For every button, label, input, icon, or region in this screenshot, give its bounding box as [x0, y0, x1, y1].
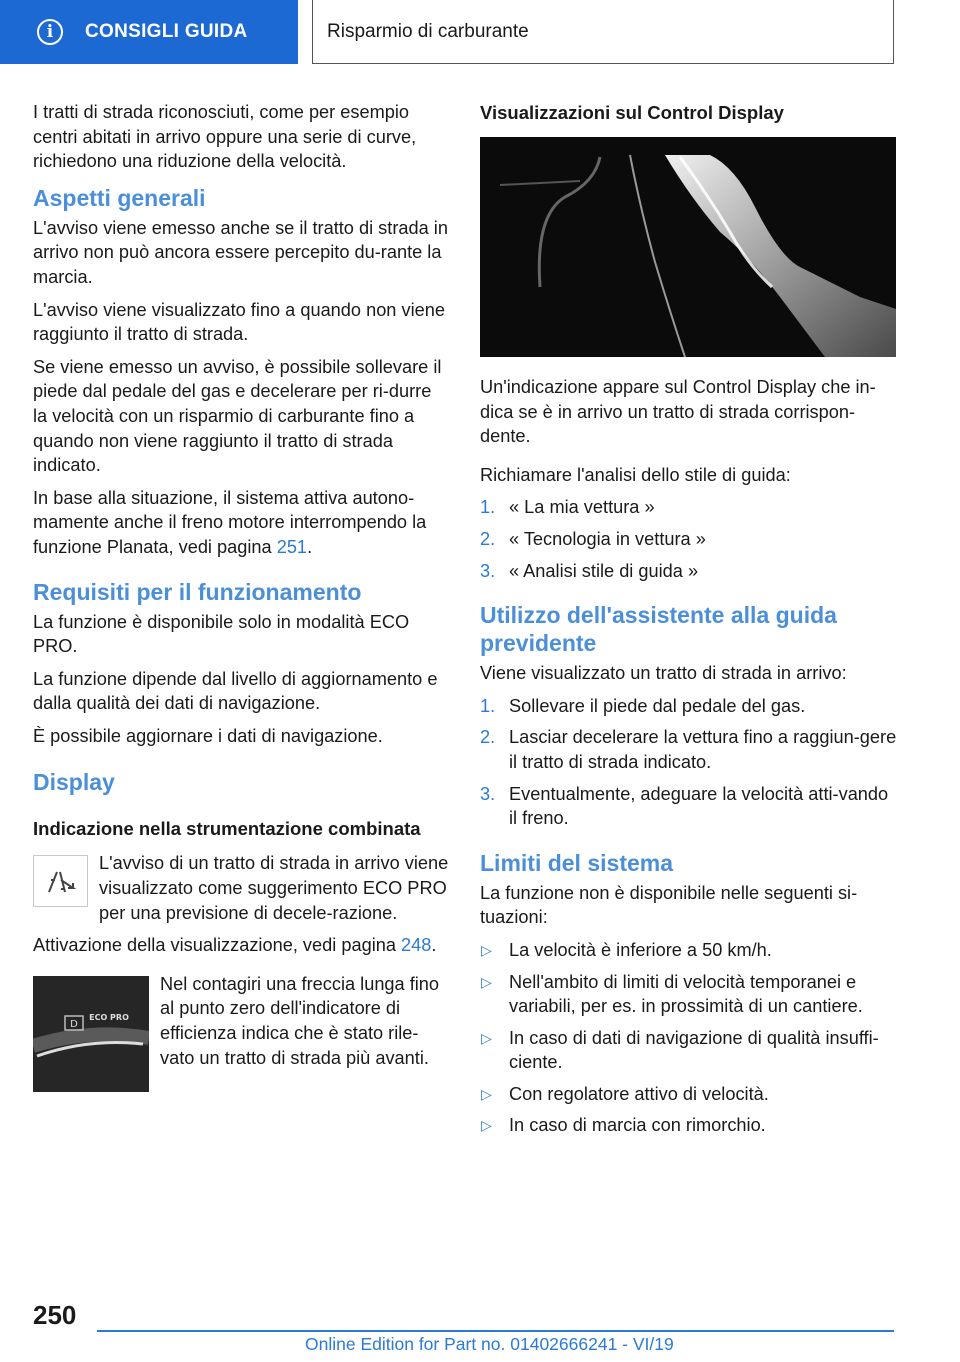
step-number: 1. — [480, 695, 496, 716]
paragraph: L'avviso viene visualizzato fino a quando non viene raggiunto il tratto di strada. — [33, 299, 445, 345]
list-item — [480, 495, 898, 520]
menu-path-item: « La mia vettura » — [509, 497, 655, 518]
paragraph: La funzione è disponibile solo in modalità ECO PRO. — [33, 611, 410, 657]
list-item — [480, 782, 898, 831]
edition-footer: Online Edition for Part no. 01402666241 - VI/19 — [305, 1334, 674, 1354]
limit-text: Con regolatore attivo di velocità. — [509, 1083, 769, 1104]
step-number: 3. — [480, 783, 496, 804]
heading-display: Display — [33, 769, 115, 796]
heading-utilizzo: Utilizzo dell'assistente alla guida previdente — [480, 602, 837, 657]
step-number: 2. — [480, 528, 496, 549]
left-column — [33, 100, 449, 1096]
paragraph: Se viene emesso un avviso, è possibile sollevare il piede dal pedale del gas e decelerare per ri‐durre la velocità con un risparmio di carburante fino a quando non viene raggiunto il tratto di strada indicato. — [33, 356, 442, 476]
paragraph: Un'indicazione appare sul Control Display che in‐dica se è in arrivo un tratto di strada corrispon‐dente. — [480, 377, 876, 447]
bullet-triangle-icon: ▷ — [481, 941, 492, 958]
chapter-title: CONSIGLI GUIDA — [85, 21, 248, 42]
eco-pro-hint-block — [33, 851, 449, 925]
limit-text: Nell'ambito di limiti di velocità temporanei e variabili, per es. in prossimità di un cantiere. — [509, 971, 863, 1017]
step-text: Lasciar decelerare la vettura fino a raggiun‐gere il tratto di strada indicato. — [509, 727, 897, 772]
step-text: Eventualmente, adeguare la velocità atti‐vando il freno. — [509, 783, 889, 829]
control-display-road-image — [480, 137, 896, 357]
heading-requisiti: Requisiti per il funzionamento — [33, 578, 362, 605]
bullet-triangle-icon: ▷ — [481, 1117, 492, 1134]
limit-text: In caso di dati di navigazione di qualità insuffi‐ciente. — [509, 1027, 879, 1073]
paragraph — [33, 933, 449, 958]
tachometer-hint-block — [33, 972, 449, 1096]
paragraph: La funzione dipende dal livello di aggiornamento e dalla qualità dei dati di navigazione. — [33, 668, 438, 714]
gear-indicator: D — [70, 1018, 78, 1030]
paragraph: La funzione non è disponibile nelle seguenti si‐tuazioni: — [480, 882, 858, 928]
period: . — [431, 935, 437, 956]
step-text: Sollevare il piede dal pedale del gas. — [509, 695, 806, 716]
control-display-steps — [480, 495, 898, 583]
subheading-strumentazione: Indicazione nella strumentazione combinata — [33, 818, 421, 840]
bullet-triangle-icon: ▷ — [481, 1085, 492, 1102]
page-number: 250 — [33, 1300, 77, 1330]
list-item — [480, 938, 898, 963]
list-item — [480, 970, 898, 1019]
paragraph-text: Attivazione della visualizzazione, vedi pagina — [33, 935, 402, 956]
paragraph — [33, 486, 449, 560]
heading-control-display: Visualizzazioni sul Control Display — [480, 102, 784, 123]
section-title: Risparmio di carburante — [312, 0, 894, 64]
instrument-cluster-image — [33, 976, 149, 1092]
info-icon: i — [37, 19, 63, 45]
usage-steps — [480, 694, 898, 831]
paragraph: Richiamare l'analisi dello stile di guida: — [480, 464, 791, 485]
heading-limiti: Limiti del sistema — [480, 849, 674, 876]
limits-list — [480, 938, 898, 1138]
step-number: 1. — [480, 497, 496, 518]
list-item — [480, 1026, 898, 1075]
list-item — [480, 559, 898, 584]
list-item — [480, 694, 898, 719]
eco-pro-label: ECO PRO — [89, 1012, 129, 1022]
chapter-tab[interactable] — [0, 0, 298, 64]
step-number: 2. — [480, 727, 496, 748]
heading-aspetti-generali: Aspetti generali — [33, 184, 206, 211]
list-item — [480, 1113, 898, 1138]
paragraph: Nel contagiri una freccia lunga fino al punto zero dell'indicatore di efficienza indica che è stato rile‐vato un tratto di strada più avanti. — [160, 973, 440, 1068]
paragraph: Viene visualizzato un tratto di strada in arrivo: — [480, 663, 847, 684]
paragraph: È possibile aggiornare i dati di navigazione. — [33, 725, 383, 746]
paragraph-text: In base alla situazione, il sistema attiva autono‐mamente anche il freno motore interrompendo la funzione Planata, vedi pagina — [33, 487, 427, 557]
list-item — [480, 725, 898, 774]
page-link-251[interactable]: 251 — [276, 536, 308, 557]
period: . — [307, 536, 313, 557]
paragraph: L'avviso di un tratto di strada in arrivo viene visualizzato come suggerimento ECO PRO per una previsione di decele‐razione. — [99, 853, 449, 923]
menu-path-item: « Tecnologia in vettura » — [509, 528, 706, 549]
bullet-triangle-icon: ▷ — [481, 1029, 492, 1046]
bullet-triangle-icon: ▷ — [481, 973, 492, 990]
road-curve-warning-icon — [33, 855, 88, 907]
limit-text: La velocità è inferiore a 50 km/h. — [509, 939, 772, 960]
step-number: 3. — [480, 560, 496, 581]
intro-paragraph: I tratti di strada riconosciuti, come per esempio centri abitati in arrivo oppure una serie di curve, richiedono una riduzione della velocità. — [33, 102, 417, 172]
list-item — [480, 527, 898, 552]
right-column — [480, 100, 898, 1145]
footer-divider — [97, 1330, 894, 1332]
paragraph: L'avviso viene emesso anche se il tratto di strada in arrivo non può ancora essere percepito du‐rante la marcia. — [33, 217, 448, 287]
page-link-248[interactable]: 248 — [401, 935, 432, 956]
limit-text: In caso di marcia con rimorchio. — [509, 1115, 766, 1136]
list-item — [480, 1082, 898, 1107]
menu-path-item: « Analisi stile di guida » — [509, 560, 699, 581]
